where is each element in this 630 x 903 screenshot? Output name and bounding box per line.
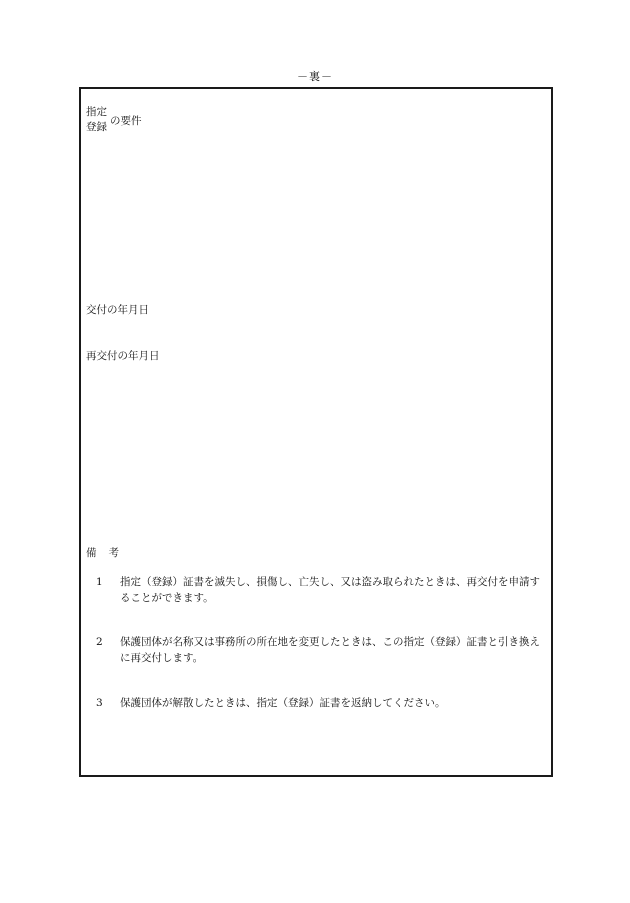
- remark-item-text: 保護団体が解散したときは、指定（登録）証書を返納してください。: [120, 697, 446, 709]
- remarks-heading-char-1: 備: [86, 547, 97, 559]
- remark-item-number: 1: [96, 576, 103, 588]
- requirements-alternatives: [86, 105, 107, 135]
- remark-item-number: 2: [96, 636, 103, 648]
- remarks-heading: [86, 545, 119, 560]
- remarks-heading-char-2: 考: [108, 547, 119, 559]
- requirements-option-registration: 登録: [86, 121, 107, 133]
- remark-item-2: [96, 634, 546, 666]
- remark-item-number: 3: [96, 697, 103, 709]
- requirements-suffix: の要件: [110, 115, 142, 127]
- issue-date-label: 交付の年月日: [86, 304, 149, 316]
- remark-item-text: 保護団体が名称又は事務所の所在地を変更したときは、この指定（登録）証書と引き換えに再交付します。: [120, 636, 540, 664]
- requirements-label: [86, 105, 142, 135]
- remark-item-3: [96, 695, 546, 711]
- remark-item-1: [96, 574, 546, 606]
- requirements-option-designation: 指定: [86, 106, 107, 118]
- remark-item-text: 指定（登録）証書を滅失し、損傷し、亡失し、又は盗み取られたときは、再交付を申請することができます。: [120, 576, 540, 604]
- page-side-title: －裏－: [297, 70, 333, 83]
- certificate-back-frame: [79, 87, 553, 777]
- reissue-date-label: 再交付の年月日: [86, 350, 160, 362]
